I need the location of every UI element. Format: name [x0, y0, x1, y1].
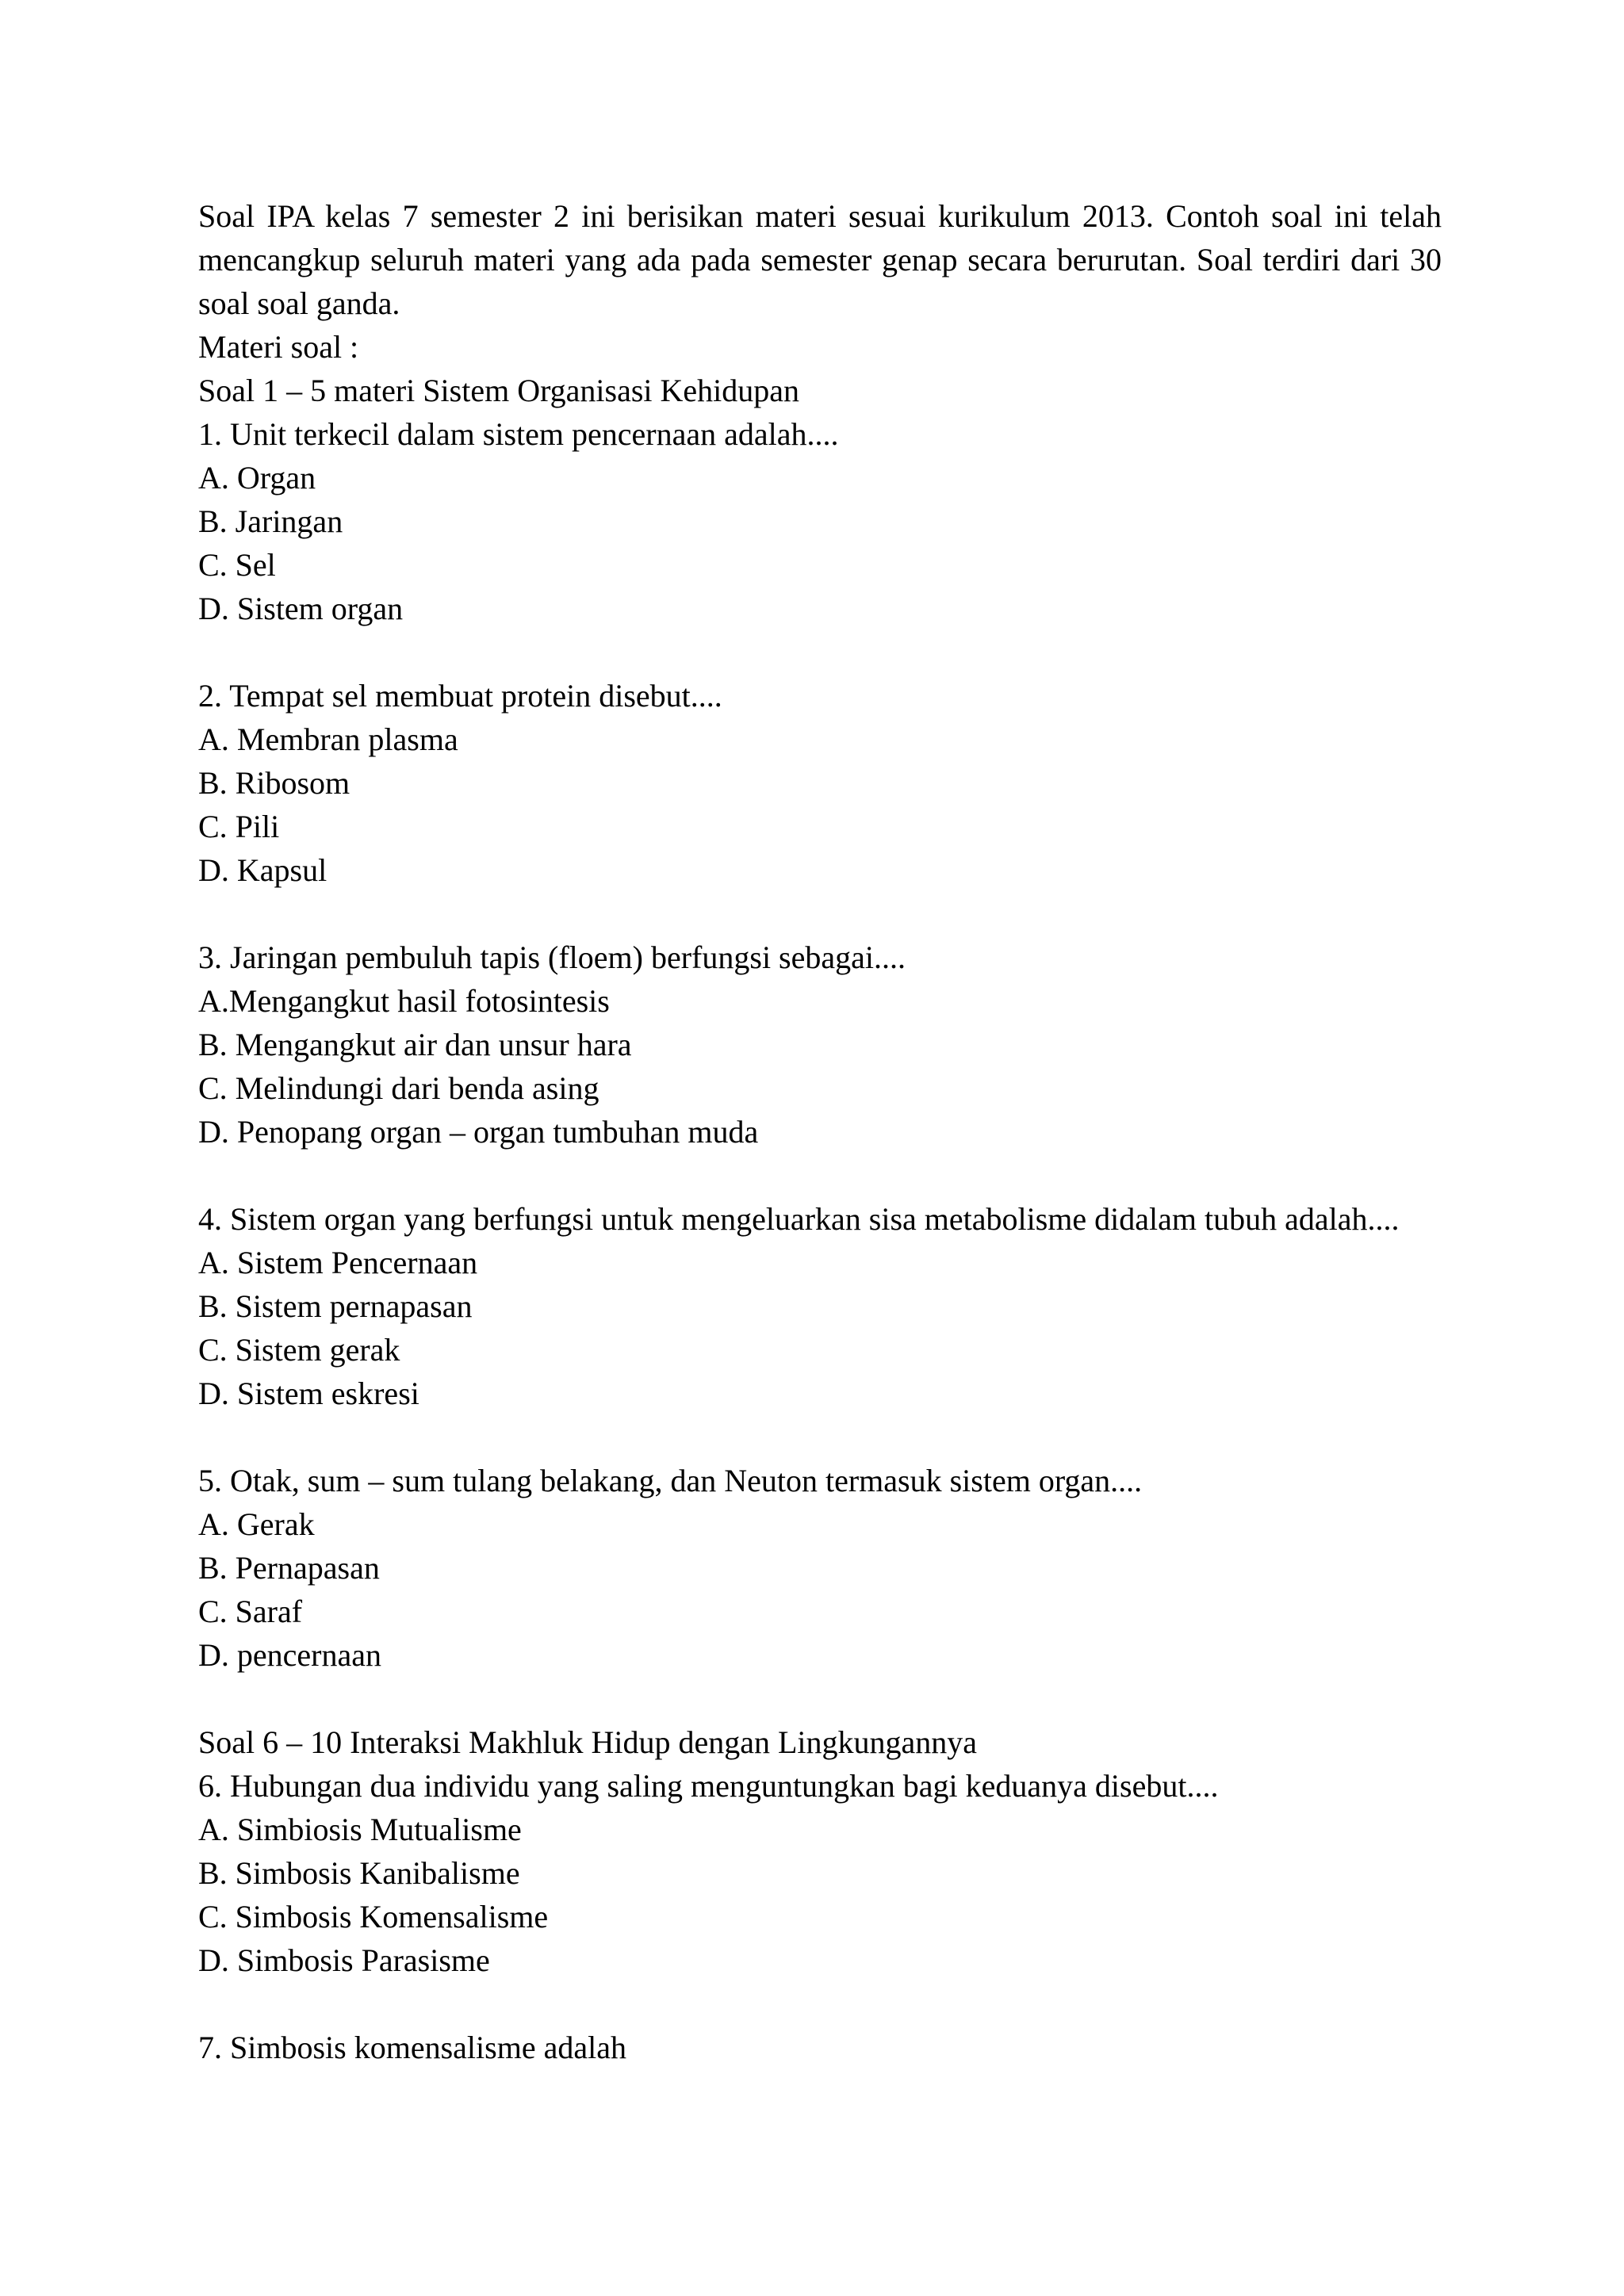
document-page — [198, 194, 1442, 2069]
question-text: 2. Tempat sel membuat protein disebut.... — [198, 678, 722, 714]
option-c: C. Saraf — [198, 1594, 303, 1629]
question-1 — [198, 412, 1442, 630]
section-heading-1: Soal 1 – 5 materi Sistem Organisasi Kehidupan — [198, 373, 800, 408]
question-text: 7. Simbosis komensalisme adalah — [198, 2030, 626, 2065]
option-d: D. Simbosis Parasisme — [198, 1942, 490, 1978]
question-3 — [198, 936, 1442, 1154]
option-a: A. Simbiosis Mutualisme — [198, 1812, 522, 1847]
option-d: D. Kapsul — [198, 852, 327, 888]
question-2 — [198, 674, 1442, 892]
spacer — [198, 1415, 1442, 1459]
spacer — [198, 1677, 1442, 1720]
option-b: B. Sistem pernapasan — [198, 1288, 473, 1324]
option-c: C. Pili — [198, 809, 280, 844]
question-text: 3. Jaringan pembuluh tapis (floem) berfungsi sebagai.... — [198, 939, 906, 975]
option-d: D. Sistem eskresi — [198, 1376, 419, 1411]
question-text: 5. Otak, sum – sum tulang belakang, dan Neuton termasuk sistem organ.... — [198, 1463, 1143, 1498]
section-heading-2: Soal 6 – 10 Interaksi Makhluk Hidup dengan Lingkungannya — [198, 1724, 978, 1760]
option-d: D. Penopang organ – organ tumbuhan muda — [198, 1114, 759, 1150]
option-a: A. Gerak — [198, 1506, 315, 1542]
option-c: C. Sistem gerak — [198, 1332, 400, 1368]
question-7 — [198, 2026, 1442, 2069]
spacer — [198, 630, 1442, 674]
option-d: D. pencernaan — [198, 1637, 381, 1673]
option-b: B. Simbosis Kanibalisme — [198, 1855, 520, 1891]
spacer — [198, 1154, 1442, 1197]
option-b: B. Ribosom — [198, 765, 350, 801]
option-c: C. Melindungi dari benda asing — [198, 1070, 599, 1106]
option-c: C. Simbosis Komensalisme — [198, 1899, 549, 1934]
intro-paragraph: Soal IPA kelas 7 semester 2 ini berisikan materi sesuai kurikulum 2013. Contoh soal ini telah mencangkup seluruh materi yang ada pada semester genap secara berurutan. Soal terdiri dari 30 soal soal ganda. — [198, 198, 1442, 321]
option-d: D. Sistem organ — [198, 591, 404, 626]
option-b: B. Jaringan — [198, 503, 343, 539]
option-c: C. Sel — [198, 547, 276, 583]
question-6 — [198, 1764, 1442, 1982]
option-a: A. Sistem Pencernaan — [198, 1245, 478, 1280]
spacer — [198, 892, 1442, 936]
question-4 — [198, 1197, 1442, 1415]
question-5 — [198, 1459, 1442, 1677]
option-a: A. Membran plasma — [198, 721, 458, 757]
option-a: A. Organ — [198, 460, 316, 496]
option-a: A.Mengangkut hasil fotosintesis — [198, 983, 610, 1019]
option-b: B. Mengangkut air dan unsur hara — [198, 1027, 632, 1062]
spacer — [198, 1982, 1442, 2026]
question-text: 6. Hubungan dua individu yang saling menguntungkan bagi keduanya disebut.... — [198, 1768, 1219, 1804]
materi-label: Materi soal : — [198, 329, 359, 365]
question-text: 4. Sistem organ yang berfungsi untuk mengeluarkan sisa metabolisme didalam tubuh adalah.... — [198, 1201, 1400, 1237]
option-b: B. Pernapasan — [198, 1550, 380, 1586]
question-text: 1. Unit terkecil dalam sistem pencernaan adalah.... — [198, 416, 839, 452]
